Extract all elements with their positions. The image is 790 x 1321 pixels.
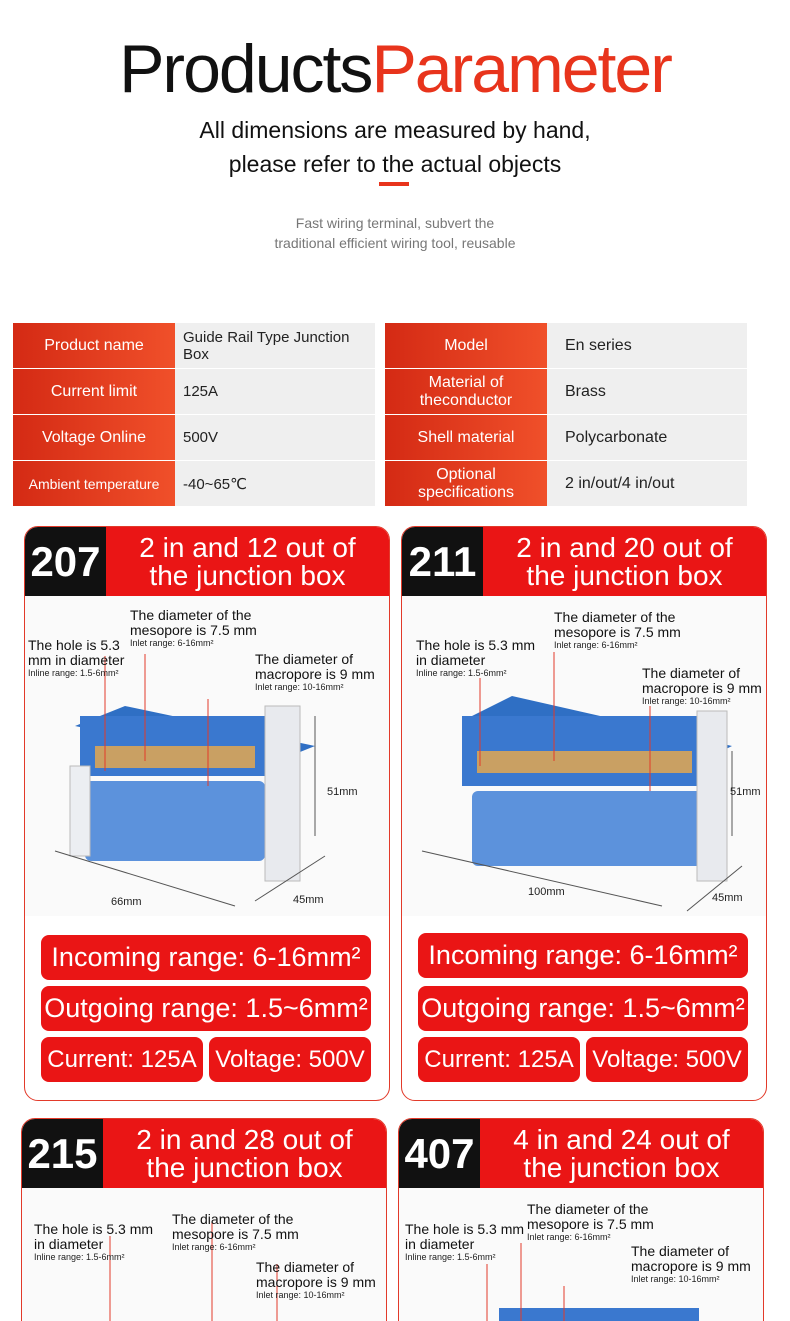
outgoing-range-pill: Outgoing range: 1.5~6mm² (418, 986, 748, 1031)
depth-dimension: 45mm (712, 892, 743, 904)
intro-note (0, 213, 790, 253)
product-illustration (22, 1188, 386, 1321)
param-row (13, 369, 375, 414)
hole-range: Inline range: 1.5-6mm² (28, 668, 119, 678)
card-title-line-1: 2 in and 28 out of (136, 1123, 353, 1155)
product-illustration (399, 1188, 763, 1321)
hole-annotation: The hole is 5.3 mm in diameter Inline range: 1.5-6mm² (34, 1222, 158, 1263)
card-title-line-1: 2 in and 20 out of (516, 531, 733, 563)
macropore-range: Inlet range: 10-16mm² (631, 1274, 720, 1284)
current-pill: Current: 125A (41, 1037, 203, 1082)
macropore-range: Inlet range: 10-16mm² (255, 682, 344, 692)
macropore-annotation: The diameter of macropore is 9 mm Inlet range: 10-16mm² (642, 666, 767, 707)
width-dimension: 66mm (111, 896, 142, 908)
product-illustration (25, 596, 389, 916)
param-row (385, 323, 747, 368)
param-value: -40~65℃ (175, 461, 375, 506)
mesopore-annotation: The diameter of the mesopore is 7.5 mm Inlet range: 6-16mm² (130, 608, 270, 649)
card-header (399, 1119, 763, 1188)
subtitle-line-2: please refer to the actual objects (228, 151, 562, 177)
card-title-line-2: the junction box (526, 559, 723, 591)
param-label: Model (385, 323, 547, 368)
macropore-range: Inlet range: 10-16mm² (256, 1290, 345, 1300)
hole-range: Inline range: 1.5-6mm² (416, 668, 507, 678)
subtitle (0, 113, 790, 181)
param-label: Voltage Online (13, 415, 175, 460)
product-card-215 (21, 1118, 387, 1321)
param-row (13, 323, 375, 368)
hole-annotation: The hole is 5.3 mm in diameter Inline range: 1.5-6mm² (405, 1222, 527, 1263)
param-label: Ambient temperature (13, 461, 175, 506)
card-header (402, 527, 766, 596)
param-value: Guide Rail Type Junction Box (175, 323, 375, 368)
card-title (106, 527, 389, 596)
model-number: 207 (25, 527, 106, 596)
current-pill: Current: 125A (418, 1037, 580, 1082)
product-card-207 (24, 526, 390, 1101)
model-number: 215 (22, 1119, 103, 1188)
page-title (0, 28, 790, 110)
card-title-line-1: 4 in and 24 out of (513, 1123, 730, 1155)
param-label: Shell material (385, 415, 547, 460)
intro-note-line-2: traditional efficient wiring tool, reusable (274, 235, 516, 251)
intro-note-line-1: Fast wiring terminal, subvert the (295, 215, 495, 231)
mesopore-range: Inlet range: 6-16mm² (527, 1232, 611, 1242)
param-value: 2 in/out/4 in/out (547, 461, 747, 506)
mesopore-range: Inlet range: 6-16mm² (130, 638, 214, 648)
incoming-range-pill: Incoming range: 6-16mm² (418, 933, 748, 978)
depth-dimension: 45mm (293, 894, 324, 906)
param-label: Current limit (13, 369, 175, 414)
mesopore-annotation: The diameter of the mesopore is 7.5 mm Inlet range: 6-16mm² (554, 610, 694, 651)
subtitle-underline (379, 182, 409, 186)
param-table-left (13, 323, 375, 507)
param-value: 125A (175, 369, 375, 414)
param-label: Product name (13, 323, 175, 368)
outgoing-range-pill: Outgoing range: 1.5~6mm² (41, 986, 371, 1031)
voltage-pill: Voltage: 500V (586, 1037, 748, 1082)
mesopore-range: Inlet range: 6-16mm² (172, 1242, 256, 1252)
product-card-407 (398, 1118, 764, 1321)
height-dimension: 51mm (327, 786, 358, 798)
subtitle-line-1: All dimensions are measured by hand, (199, 117, 591, 143)
macropore-range: Inlet range: 10-16mm² (642, 696, 731, 706)
param-row (13, 415, 375, 460)
mesopore-annotation: The diameter of the mesopore is 7.5 mm Inlet range: 6-16mm² (172, 1212, 312, 1253)
param-value: Brass (547, 369, 747, 414)
macropore-annotation: The diameter of macropore is 9 mm Inlet range: 10-16mm² (255, 652, 385, 693)
card-header (22, 1119, 386, 1188)
macropore-annotation: The diameter of macropore is 9 mm Inlet range: 10-16mm² (256, 1260, 386, 1301)
card-header (25, 527, 389, 596)
model-number: 211 (402, 527, 483, 596)
param-value: 500V (175, 415, 375, 460)
product-card-211 (401, 526, 767, 1101)
hole-annotation: The hole is 5.3 mm in diameter Inline range: 1.5-6mm² (28, 638, 138, 679)
param-row (385, 415, 747, 460)
param-label: Optional specifications (385, 461, 547, 506)
card-title (483, 527, 766, 596)
param-row (385, 369, 747, 414)
card-title-line-2: the junction box (523, 1151, 720, 1183)
param-value: Polycarbonate (547, 415, 747, 460)
height-dimension: 51mm (730, 786, 761, 798)
param-value: En series (547, 323, 747, 368)
product-illustration (402, 596, 766, 916)
param-label: Material of theconductor (385, 369, 547, 414)
title-part-products: Products (119, 31, 372, 107)
title-part-parameter: Parameter (371, 31, 671, 107)
hole-range: Inline range: 1.5-6mm² (34, 1252, 125, 1262)
mesopore-range: Inlet range: 6-16mm² (554, 640, 638, 650)
hole-range: Inline range: 1.5-6mm² (405, 1252, 496, 1262)
width-dimension: 100mm (528, 886, 565, 898)
hole-annotation: The hole is 5.3 mm in diameter Inline range: 1.5-6mm² (416, 637, 536, 678)
card-title-line-2: the junction box (146, 1151, 343, 1183)
card-title (480, 1119, 763, 1188)
param-table-right (385, 323, 747, 507)
card-title-line-1: 2 in and 12 out of (139, 531, 356, 563)
voltage-pill: Voltage: 500V (209, 1037, 371, 1082)
mesopore-annotation: The diameter of the mesopore is 7.5 mm Inlet range: 6-16mm² (527, 1202, 667, 1243)
param-row (13, 461, 375, 506)
model-number: 407 (399, 1119, 480, 1188)
macropore-annotation: The diameter of macropore is 9 mm Inlet range: 10-16mm² (631, 1244, 761, 1285)
card-title (103, 1119, 386, 1188)
incoming-range-pill: Incoming range: 6-16mm² (41, 935, 371, 980)
card-title-line-2: the junction box (149, 559, 346, 591)
param-row (385, 461, 747, 506)
